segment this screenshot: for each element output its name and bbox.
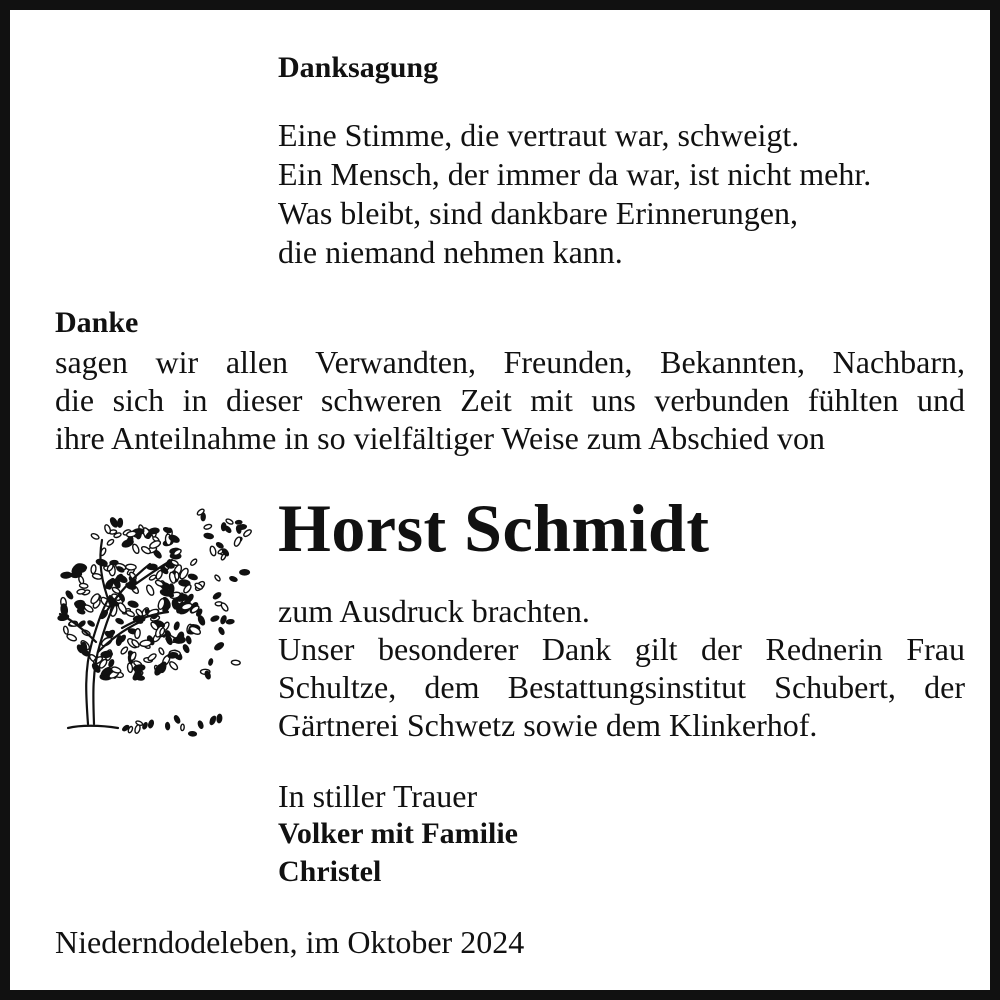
leaf-shape — [203, 524, 212, 530]
leaf-shape — [128, 600, 139, 608]
leaf-shape — [212, 592, 221, 600]
leaf-shape — [181, 724, 185, 731]
thanks-line: zum Ausdruck brachten. — [278, 593, 590, 629]
deceased-name: Horst Schmidt — [278, 490, 710, 566]
intro-line: die sich in dieser schweren Zeit mit uns verbunden fühlten und — [55, 382, 965, 418]
leaf-shape — [115, 618, 124, 625]
leaf-shape — [220, 602, 229, 612]
leaf-shape — [147, 653, 157, 662]
signature-block — [278, 777, 518, 891]
leaf-shape — [218, 627, 225, 635]
intro-line: sagen wir allen Verwandten, Freunden, Bekannten, Nachbarn, — [55, 344, 965, 380]
leaf-shape — [190, 558, 198, 566]
leaf-shape — [204, 533, 214, 539]
notice-heading: Danksagung — [278, 51, 439, 84]
leaf-shape — [106, 538, 114, 546]
poem-line: Eine Stimme, die vertraut war, schweigt. — [278, 117, 800, 153]
leaf-shape — [134, 628, 140, 638]
leaf-shape — [65, 590, 74, 600]
leaf-shape — [145, 584, 155, 596]
leaf-shape — [134, 724, 141, 734]
leaf-shape — [63, 626, 69, 635]
leaf-shape — [214, 641, 225, 651]
leaf-shape — [174, 572, 179, 580]
leaf-shape — [87, 620, 95, 627]
leaf-shape — [158, 647, 165, 655]
leaf-shape — [210, 615, 219, 622]
signature-name: Volker mit Familie — [278, 817, 518, 850]
thanks-title: Danke — [55, 306, 139, 339]
thanks-line: Unser besonderer Dank gilt der Rednerin Frau — [278, 631, 965, 667]
leaf-shape — [186, 636, 192, 644]
leaf-shape — [120, 646, 129, 655]
leaf-shape — [79, 583, 88, 589]
leaf-shape — [229, 576, 238, 582]
signature-intro: In stiller Trauer — [278, 778, 478, 814]
signature-name: Christel — [278, 855, 382, 888]
leaf-shape — [225, 518, 234, 525]
leaf-shape — [61, 572, 72, 578]
leaf-shape — [127, 663, 133, 673]
leaf-shape — [182, 644, 190, 653]
leaf-shape — [188, 731, 196, 736]
leaf-shape — [233, 536, 242, 547]
thanks-intro — [55, 343, 965, 457]
leaf-shape — [214, 574, 221, 582]
place-date: Niederndodeleben, im Oktober 2024 — [55, 924, 525, 960]
leaf-shape — [148, 720, 154, 729]
leaf-shape — [131, 543, 140, 554]
leaf-shape — [90, 533, 99, 541]
leaf-shape — [168, 652, 178, 658]
leaf-shape — [101, 651, 113, 658]
leaf-shape — [155, 570, 163, 580]
leaf-shape — [216, 542, 224, 549]
leaf-shape — [217, 714, 222, 723]
leaf-shape — [231, 660, 240, 665]
leaf-shape — [173, 622, 179, 631]
thanks-line: Gärtnerei Schwetz sowie dem Klinkerhof. — [278, 707, 818, 743]
leaf-shape — [168, 660, 178, 670]
leaf-shape — [149, 539, 162, 550]
leaf-shape — [173, 715, 180, 724]
poem — [278, 116, 871, 272]
poem-line: Ein Mensch, der immer da war, ist nicht mehr. — [278, 156, 872, 192]
windblown-tree-icon — [40, 492, 255, 744]
leaf-shape — [66, 633, 77, 642]
leaf-shape — [235, 520, 242, 524]
poem-line: die niemand nehmen kann. — [278, 234, 623, 270]
thanks-body — [278, 592, 965, 744]
poem-line: Was bleibt, sind dankbare Erinnerungen, — [278, 195, 798, 231]
leaf-shape — [221, 523, 226, 531]
leaf-shape — [238, 524, 247, 529]
leaf-shape — [117, 518, 122, 527]
leaf-shape — [209, 546, 217, 557]
intro-line: ihre Anteilnahme in so vielfältiger Weise zum Abschied von — [55, 420, 825, 456]
leaf-shape — [208, 658, 213, 665]
leaf-shape — [243, 529, 253, 538]
thanks-line: Schultze, dem Bestattungsinstitut Schubert, der — [278, 669, 965, 705]
leaf-shape — [226, 619, 234, 624]
leaf-shape — [126, 564, 137, 570]
leaf-shape — [165, 722, 169, 730]
leaf-shape — [197, 720, 203, 729]
leaf-shape — [188, 573, 198, 580]
leaf-shape — [197, 615, 205, 626]
leaf-shape — [117, 602, 128, 614]
leaf-shape — [201, 513, 205, 521]
leaf-shape — [91, 565, 97, 574]
leaf-shape — [240, 570, 250, 575]
leaf-shape — [104, 524, 112, 534]
leaf-shape — [149, 528, 159, 534]
